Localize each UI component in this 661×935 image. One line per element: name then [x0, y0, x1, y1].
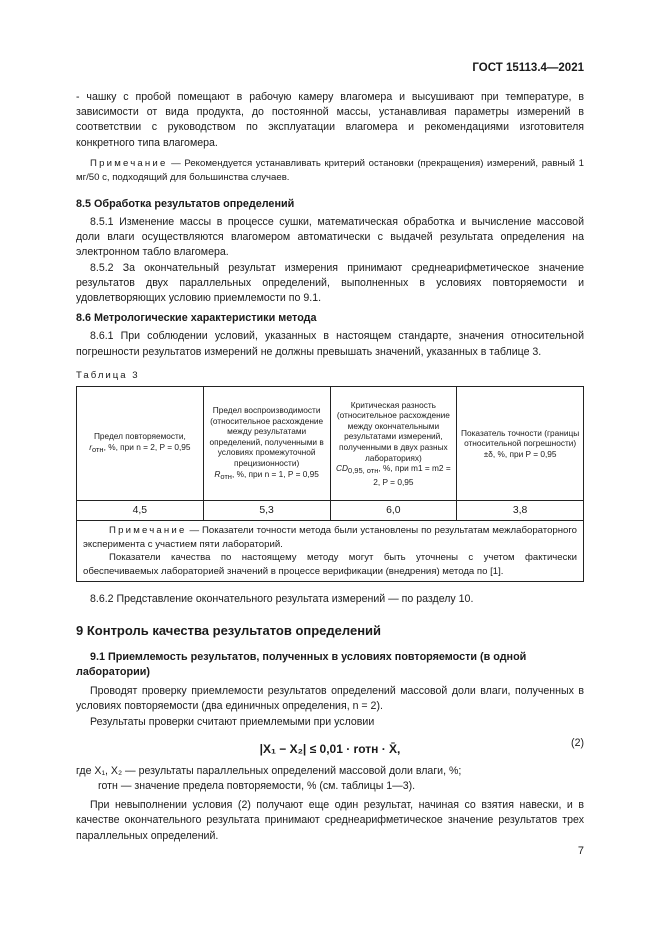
header-accuracy: Показатель точности (границы относительной погрешности) ±δ, %, при P = 0,95	[457, 387, 584, 501]
paragraph-8-6-2: 8.6.2 Представление окончательного результата измерений — по разделу 10.	[90, 593, 474, 606]
value-reproducibility: 5,3	[203, 501, 330, 521]
section-9-1-title: 9.1 Приемлемость результатов, полученных в условиях повторяемости (в одной лаборатории)	[76, 650, 527, 679]
formula-2	[76, 738, 584, 760]
paragraph-8-6-1: 8.6.1 При соблюдении условий, указанных в настоящем стандарте, значения относительной погрешности результатов измерений не должны превышать значений, указанных в таблице 3.	[76, 330, 584, 358]
table-values-row	[77, 501, 584, 521]
table-note: Примечание — Показатели точности метода были установлены по результатам межлабораторного эксперимента с участием пяти лабораторий. Показатели качества по настоящему методу могут быть уточнены с учетом фактически обеспечиваемых лабораторией значений в процессе верификации (внедрения) метода по [1].	[77, 521, 584, 582]
paragraph-8-5-2: 8.5.2 За окончательный результат измерения принимают среднеарифметическое значение результатов двух параллельных определений, выполненных в условиях повторяемости и удовлетворяющих условию приемлемости по 9.1.	[76, 261, 584, 305]
paragraph-9-1-2: Результаты проверки считают приемлемыми при условии	[90, 715, 375, 728]
formula-where-2: rотн — значение предела повторяемости, % (см. таблицы 1—3).	[98, 780, 416, 793]
table-note-row	[77, 521, 584, 582]
header-reproducibility: Предел воспроизводимости (относительное расхождение между результатами определений, полученными в условиях промежуточной прецизионности) Rотн, %, при n = 1, P = 0,95	[203, 387, 330, 501]
intro-note	[76, 157, 584, 185]
value-critical-difference: 6,0	[330, 501, 457, 521]
section-8-5-title: 8.5 Обработка результатов определений	[76, 197, 295, 210]
header-critical-difference: Критическая разность (относительное расхождение между окончательными результатами измерений, полученными в двух разных лабораториях) CD0,95, отн, %, при m1 = m2 = 2, P = 0,95	[330, 387, 457, 501]
section-9-title: 9 Контроль качества результатов определений	[76, 622, 382, 638]
formula-expression: |X₁ − X₂| ≤ 0,01 · rотн · X̄,	[259, 741, 401, 756]
document-code-header: ГОСТ 15113.4—2021	[472, 62, 584, 74]
paragraph-8-5-1: 8.5.1 Изменение массы в процессе сушки, математическая обработка и вычисление массовой доли влаги осуществляются влагомером автоматически с выдачей результата определения на электронном табло влагомера.	[76, 216, 584, 259]
section-8-6-title: 8.6 Метрологические характеристики метода	[76, 312, 317, 325]
value-repeatability: 4,5	[77, 501, 204, 521]
formula-where-1: где X₁, X₂ — результаты параллельных определений массовой доли влаги, %;	[76, 764, 462, 777]
paragraph-9-1-3: При невыполнении условия (2) получают еще один результат, начиная со взятия навески, и в качестве окончательного результата принимают среднеарифметическое значение результатов трех параллельных определений.	[76, 799, 584, 842]
value-accuracy: 3,8	[457, 501, 584, 521]
note-label: Примечание	[90, 157, 168, 169]
intro-paragraph: - чашку с пробой помещают в рабочую камеру влагомера и высушивают при температуре, в зависимости от вида продукта, до постоянной массы, устанавливая параметры измерений в соответствии с руководством по эксплуатации влагомера и рекомендациями изготовителя конкретного типа влагомера.	[76, 91, 584, 149]
formula-number: (2)	[571, 736, 584, 749]
note-text: — Рекомендуется устанавливать критерий остановки (прекращения) измерений, равный 1 мг/50 с, подходящий для большинства случаев.	[76, 157, 584, 183]
table-3	[76, 386, 584, 582]
document-body	[76, 90, 584, 844]
table-header-row	[77, 387, 584, 501]
table-caption: Таблица 3	[76, 369, 140, 381]
paragraph-9-1-1: Проводят проверку приемлемости результатов определений массовой доли влаги, полученных в условиях повторяемости (два единичных определения, n = 2).	[76, 685, 584, 713]
header-repeatability: Предел повторяемости, rотн, %, при n = 2, P = 0,95	[77, 387, 204, 501]
page-number: 7	[577, 845, 584, 857]
